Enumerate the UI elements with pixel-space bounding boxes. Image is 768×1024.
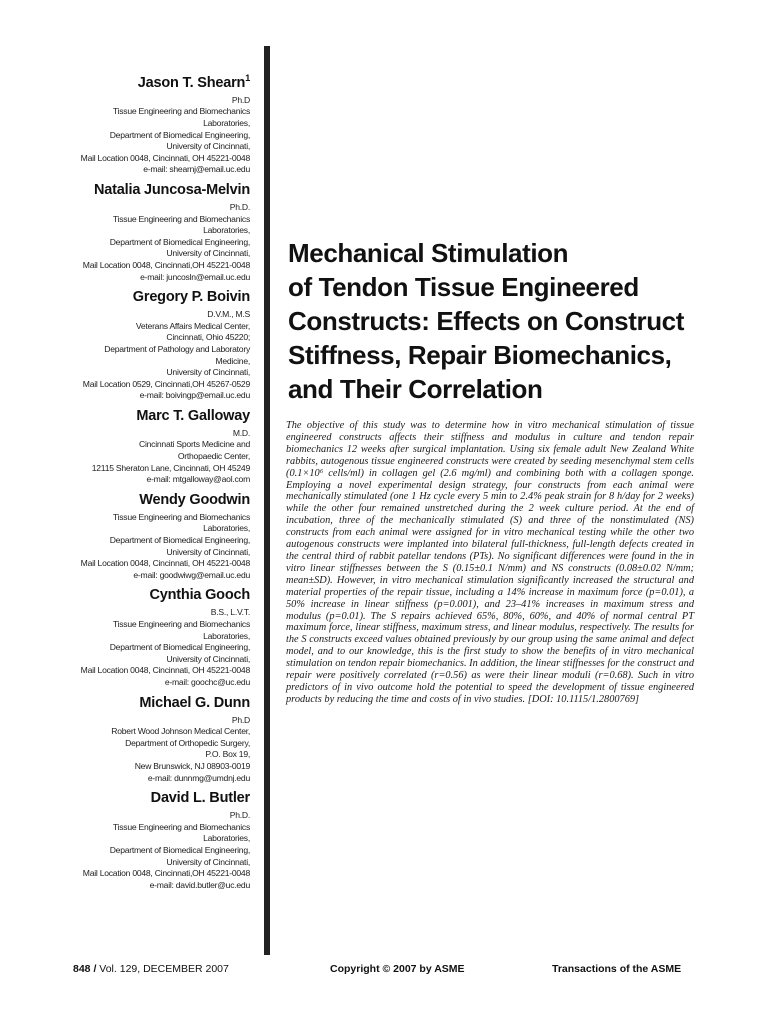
author-name bbox=[60, 587, 250, 604]
author-email[interactable]: e-mail: shearnj@email.uc.edu bbox=[143, 164, 250, 175]
author-email[interactable]: e-mail: juncosln@email.uc.edu bbox=[140, 271, 250, 282]
affiliation-line: Laboratories, bbox=[203, 630, 250, 641]
affiliation-line: Laboratories, bbox=[203, 523, 250, 534]
affiliation-line: Department of Biomedical Engineering, bbox=[109, 642, 250, 653]
affiliation-line: Medicine, bbox=[215, 355, 250, 366]
title-line: Constructs: Effects on Construct bbox=[288, 306, 685, 336]
author-email[interactable]: e-mail: goochc@uc.edu bbox=[164, 676, 250, 687]
title-line: and Their Correlation bbox=[288, 374, 543, 404]
author-email[interactable]: e-mail: david.butler@uc.edu bbox=[149, 879, 250, 890]
author-name-text: Wendy Goodwin bbox=[139, 491, 250, 508]
author-block bbox=[60, 790, 250, 891]
author-name-text: Natalia Juncosa-Melvin bbox=[94, 181, 250, 198]
abstract: The objective of this study was to determine how in vitro mechanical stimulation of tissue engineered constructs affects their stiffness and modulus in culture and tendon repair biomechanics 12 weeks after surgical implantation. Using six female adult New Zealand White rabbits, autogenous tissue engineered constructs were created by seeding mesenchymal stem cells (0.1×10⁶ cells/ml) in collagen gel (2.6 mg/ml) and combining both with a collagen sponge. Employing a novel experimental design strategy, four constructs from each animal were mechanically stimulated (one 1 Hz cycle every 5 min to 2.4% peak strain for 8 h/day for 2 weeks) while the other four remained unstretched during the 2 week culture period. At the end of incubation, three of the mechanically stimulated (S) and three of the nonstimulated (NS) constructs from each animal were assigned for in vitro mechanical testing while the other two autogenous constructs were implanted into bilateral full-thickness, full-length defects created in the central third of rabbit patellar tendons (PTs). No significant differences were found in the in vitro linear stiffnesses between the S (0.15±0.1 N/mm) and NS constructs (0.08±0.02 N/mm; mean±SD). However, in vitro mechanical stimulation significantly increased the structural and material properties of the repair tissue, including a 14% increase in maximum force (p=0.01), a 50% increase in linear stiffness (p=0.001), and 23–41% increases in maximum stress and modulus (p=0.01). The S repairs achieved 65%, 80%, 60%, and 40% of normal central PT maximum force, linear stiffness, maximum stress, and linear modulus, respectively. The results for the S constructs exceed values obtained previously by our group using the same animal and defect model, and to our knowledge, this is the first study to show the benefits of in vitro mechanical stimulation on tendon repair biomechanics. In addition, the linear stiffnesses for the construct and repair were positively correlated (r=0.56) as were their linear moduli (r=0.68). Such in vitro predictors of in vivo outcome hold the potential to speed the development of tissue engineered products by reducing the time and costs of in vivo studies. [DOI: 10.1115/1.2800769] bbox=[286, 420, 694, 705]
affiliation-line: Ph.D. bbox=[229, 201, 250, 212]
page-separator: / bbox=[93, 963, 97, 975]
author-block bbox=[60, 70, 250, 176]
affiliation-line: Department of Pathology and Laboratory bbox=[104, 343, 250, 354]
affiliation-line: Tissue Engineering and Biomechanics bbox=[112, 821, 250, 832]
affiliation-line: 12115 Sheraton Lane, Cincinnati, OH 45249 bbox=[91, 462, 250, 473]
affiliation-line: University of Cincinnati, bbox=[166, 367, 250, 378]
affiliation-line: Mail Location 0048, Cincinnati, OH 45221-0048 bbox=[80, 665, 250, 676]
title-line: Mechanical Stimulation bbox=[288, 238, 569, 268]
affiliation-line: Tissue Engineering and Biomechanics bbox=[112, 213, 250, 224]
affiliation-line: Veterans Affairs Medical Center, bbox=[135, 320, 250, 331]
affiliation-line: B.S., L.V.T. bbox=[210, 607, 250, 618]
affiliation-line: Orthopaedic Center, bbox=[177, 451, 250, 462]
affiliation-line: University of Cincinnati, bbox=[166, 546, 250, 557]
author-name bbox=[60, 408, 250, 425]
author-block bbox=[60, 587, 250, 688]
column-divider bbox=[264, 46, 270, 955]
affiliation-line: New Brunswick, NJ 08903-0019 bbox=[134, 760, 250, 771]
author-name bbox=[60, 695, 250, 712]
affiliation-line: Mail Location 0048, Cincinnati,OH 45221-0048 bbox=[82, 259, 250, 270]
affiliation-line: Tissue Engineering and Biomechanics bbox=[112, 619, 250, 630]
affiliation-line: Tissue Engineering and Biomechanics bbox=[112, 511, 250, 522]
author-name bbox=[60, 182, 250, 199]
author-block bbox=[60, 695, 250, 785]
author-name bbox=[60, 70, 250, 92]
author-name-text: David L. Butler bbox=[150, 790, 250, 807]
affiliation-line: Ph.D bbox=[231, 94, 250, 105]
affiliation-line: Department of Biomedical Engineering, bbox=[109, 535, 250, 546]
author-name-text: Cynthia Gooch bbox=[149, 587, 250, 604]
author-block bbox=[60, 408, 250, 486]
affiliation-line: Cincinnati Sports Medicine and bbox=[139, 439, 250, 450]
affiliation-line: D.V.M., M.S bbox=[207, 309, 250, 320]
affiliation-line: Laboratories, bbox=[203, 118, 250, 129]
affiliation-line: Mail Location 0048, Cincinnati, OH 45221-0048 bbox=[80, 558, 250, 569]
author-name-text: Marc T. Galloway bbox=[136, 407, 250, 424]
page-number: 848 bbox=[73, 963, 91, 975]
affiliation-line: Mail Location 0529, Cincinnati,OH 45267-0529 bbox=[82, 378, 250, 389]
volume-info: Vol. 129, DECEMBER 2007 bbox=[99, 963, 229, 975]
author-footnote-marker: 1 bbox=[245, 73, 250, 83]
affiliation-line: University of Cincinnati, bbox=[166, 856, 250, 867]
affiliation-line: P.O. Box 19, bbox=[205, 749, 250, 760]
author-name bbox=[60, 790, 250, 807]
affiliation-line: M.D. bbox=[232, 427, 250, 438]
affiliation-line: Department of Biomedical Engineering, bbox=[109, 236, 250, 247]
affiliation-line: Laboratories, bbox=[203, 833, 250, 844]
author-name-text: Michael G. Dunn bbox=[139, 694, 250, 711]
affiliation-line: Ph.D. bbox=[229, 810, 250, 821]
author-list bbox=[60, 70, 250, 897]
author-email[interactable]: e-mail: boivingp@email.uc.edu bbox=[139, 390, 250, 401]
author-name-text: Jason T. Shearn bbox=[137, 74, 246, 91]
copyright-notice: Copyright © 2007 by ASME bbox=[330, 963, 465, 975]
article-title bbox=[288, 236, 718, 406]
author-block bbox=[60, 182, 250, 283]
author-name-text: Gregory P. Boivin bbox=[132, 289, 250, 306]
author-name bbox=[60, 289, 250, 306]
affiliation-line: Mail Location 0048, Cincinnati, OH 45221-0048 bbox=[80, 152, 250, 163]
author-email[interactable]: e-mail: mtgalloway@aol.com bbox=[146, 474, 250, 485]
affiliation-line: Department of Biomedical Engineering, bbox=[109, 129, 250, 140]
author-name bbox=[60, 492, 250, 509]
affiliation-line: Mail Location 0048, Cincinnati,OH 45221-0048 bbox=[82, 868, 250, 879]
title-line: of Tendon Tissue Engineered bbox=[288, 272, 639, 302]
affiliation-line: Ph.D bbox=[231, 714, 250, 725]
footer-page-info bbox=[73, 963, 229, 975]
affiliation-line: University of Cincinnati, bbox=[166, 653, 250, 664]
affiliation-line: Laboratories, bbox=[203, 225, 250, 236]
author-email[interactable]: e-mail: dunnmg@umdnj.edu bbox=[147, 772, 250, 783]
author-block bbox=[60, 492, 250, 582]
affiliation-line: Department of Orthopedic Surgery, bbox=[125, 737, 250, 748]
affiliation-line: University of Cincinnati, bbox=[166, 248, 250, 259]
affiliation-line: Cincinnati, Ohio 45220; bbox=[166, 332, 250, 343]
journal-name: Transactions of the ASME bbox=[552, 963, 682, 975]
title-line: Stiffness, Repair Biomechanics, bbox=[288, 340, 672, 370]
affiliation-line: Department of Biomedical Engineering, bbox=[109, 844, 250, 855]
author-email[interactable]: e-mail: goodwiwg@email.uc.edu bbox=[133, 569, 250, 580]
author-block bbox=[60, 289, 250, 402]
affiliation-line: Robert Wood Johnson Medical Center, bbox=[111, 726, 250, 737]
affiliation-line: Tissue Engineering and Biomechanics bbox=[112, 106, 250, 117]
affiliation-line: University of Cincinnati, bbox=[166, 141, 250, 152]
